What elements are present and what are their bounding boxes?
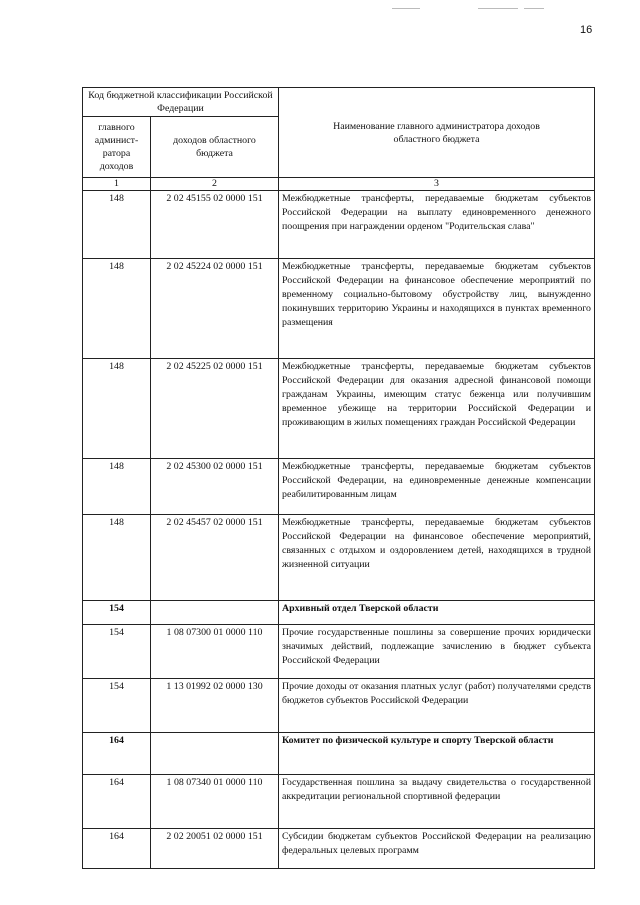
- header-col2: доходов областного бюджета: [151, 117, 279, 178]
- revenue-name-cell: Прочие доходы от оказания платных услуг (работ) получателями средств бюджетов субъектов Российской Федерации: [279, 679, 595, 733]
- admin-code-cell: 154: [83, 625, 151, 679]
- revenue-name-cell: Межбюджетные трансферты, передаваемые бюджетам субъектов Российской Федерации на финансовое обеспечение мероприятий по временному социально-бытовому обустройству лиц, вынужденно покинувших территорию Украины и находящихся в пунктах временного размещения: [279, 259, 595, 359]
- table-row: [83, 191, 595, 259]
- admin-code-cell: 164: [83, 733, 151, 775]
- revenue-code-cell: [151, 733, 279, 775]
- table-row: [83, 625, 595, 679]
- revenue-name-cell: Комитет по физической культуре и спорту Тверской области: [279, 733, 595, 775]
- admin-code-cell: 148: [83, 259, 151, 359]
- table-row: [83, 775, 595, 829]
- table-row: [83, 679, 595, 733]
- revenue-name-cell: Межбюджетные трансферты, передаваемые бюджетам субъектов Российской Федерации, на единовременные денежные компенсации реабилитированным лицам: [279, 459, 595, 515]
- revenue-name-cell: Прочие государственные пошлины за совершение прочих юридически значимых действий, подлежащие зачислению в бюджет субъекта Российской Федерации: [279, 625, 595, 679]
- admin-code-cell: 164: [83, 775, 151, 829]
- admin-code-cell: 164: [83, 829, 151, 869]
- header-col3: Наименование главного администратора доходов областного бюджета: [279, 88, 595, 178]
- revenue-name-cell: Архивный отдел Тверской области: [279, 601, 595, 625]
- column-number: 3: [279, 178, 595, 191]
- admin-code-cell: 148: [83, 191, 151, 259]
- revenue-code-cell: [151, 601, 279, 625]
- revenue-code-cell: 2 02 45155 02 0000 151: [151, 191, 279, 259]
- revenue-code-cell: 2 02 45225 02 0000 151: [151, 359, 279, 459]
- scan-artifact: [392, 8, 420, 9]
- admin-code-cell: 148: [83, 515, 151, 601]
- revenue-code-cell: 1 08 07340 01 0000 110: [151, 775, 279, 829]
- budget-classification-table: [82, 87, 595, 869]
- revenue-code-cell: 2 02 20051 02 0000 151: [151, 829, 279, 869]
- table-row: [83, 359, 595, 459]
- column-number: 2: [151, 178, 279, 191]
- revenue-code-cell: 1 13 01992 02 0000 130: [151, 679, 279, 733]
- revenue-code-cell: 2 02 45300 02 0000 151: [151, 459, 279, 515]
- revenue-code-cell: 2 02 45457 02 0000 151: [151, 515, 279, 601]
- table-row: [83, 515, 595, 601]
- scan-artifact: [478, 8, 518, 9]
- revenue-name-cell: Межбюджетные трансферты, передаваемые бюджетам субъектов Российской Федерации на выплату единовременного денежного поощрения при награждении орденом "Родительская слава": [279, 191, 595, 259]
- admin-code-cell: 154: [83, 679, 151, 733]
- revenue-code-cell: 2 02 45224 02 0000 151: [151, 259, 279, 359]
- revenue-name-cell: Межбюджетные трансферты, передаваемые бюджетам субъектов Российской Федерации на финансовое обеспечение мероприятий, связанных с отдыхом и оздоровлением детей, находящихся в трудной жизненной ситуации: [279, 515, 595, 601]
- header-col1: главного админист-ратора доходов: [83, 117, 151, 178]
- admin-code-cell: 148: [83, 359, 151, 459]
- header-row: [83, 88, 595, 117]
- scan-artifact: [524, 8, 544, 9]
- table-row: [83, 601, 595, 625]
- revenue-name-cell: Субсидии бюджетам субъектов Российской Федерации на реализацию федеральных целевых программ: [279, 829, 595, 869]
- page-number: 16: [580, 24, 593, 36]
- table-row: [83, 829, 595, 869]
- table-row: [83, 259, 595, 359]
- header-group-title: Код бюджетной классификации Российской Федерации: [83, 88, 279, 117]
- revenue-code-cell: 1 08 07300 01 0000 110: [151, 625, 279, 679]
- admin-code-cell: 148: [83, 459, 151, 515]
- table-row: [83, 733, 595, 775]
- revenue-name-cell: Государственная пошлина за выдачу свидетельства о государственной аккредитации региональной спортивной федерации: [279, 775, 595, 829]
- column-numbers-row: [83, 178, 595, 191]
- column-number: 1: [83, 178, 151, 191]
- revenue-name-cell: Межбюджетные трансферты, передаваемые бюджетам субъектов Российской Федерации для оказания адресной финансовой помощи гражданам Украины, имеющим статус беженца или получившим временное убежище на территории Российской Федерации и проживающим в жилых помещениях граждан Российской Федерации: [279, 359, 595, 459]
- admin-code-cell: 154: [83, 601, 151, 625]
- table-row: [83, 459, 595, 515]
